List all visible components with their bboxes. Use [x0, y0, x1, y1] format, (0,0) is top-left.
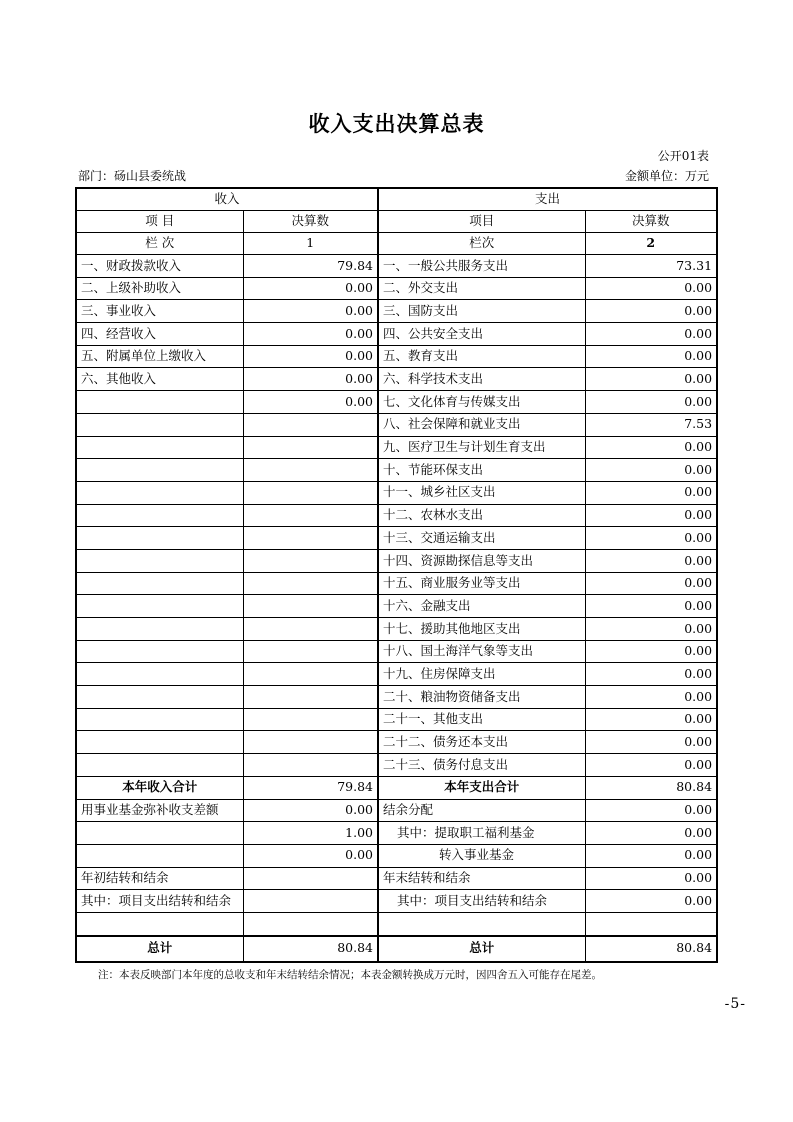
table-row [76, 708, 717, 731]
income-value [243, 549, 378, 572]
expense-item-header: 项目 [378, 211, 585, 233]
expense-value: 0.00 [585, 459, 717, 482]
income-value [243, 912, 378, 935]
table-row [76, 436, 717, 459]
page-number: -5- [724, 996, 746, 1012]
expense-column-index-label: 栏次 [378, 233, 585, 255]
expense-value: 0.00 [585, 867, 717, 890]
expense-value: 0.00 [585, 504, 717, 527]
expense-item: 十五、商业服务业等支出 [378, 572, 585, 595]
footnote: 注：本表反映部门本年度的总收支和年末结转结余情况；本表金额转换成万元时，因四舍五入可能存在尾差。 [98, 969, 602, 981]
income-item: 六、其他收入 [76, 368, 243, 391]
expense-item: 二、外交支出 [378, 277, 585, 300]
income-item [76, 822, 243, 845]
expense-item: 一、一般公共服务支出 [378, 255, 585, 278]
table-row [76, 413, 717, 436]
income-value [243, 640, 378, 663]
expense-value: 0.00 [585, 822, 717, 845]
income-value [243, 663, 378, 686]
table-row [76, 799, 717, 822]
expense-value: 0.00 [585, 436, 717, 459]
table-row [76, 912, 717, 935]
expense-item: 转入事业基金 [378, 844, 585, 867]
expense-value: 0.00 [585, 572, 717, 595]
expense-item: 年末结转和结余 [378, 867, 585, 890]
expense-value: 0.00 [585, 686, 717, 709]
income-grand-total-label: 总计 [76, 936, 243, 962]
expense-value: 0.00 [585, 277, 717, 300]
table-row [76, 844, 717, 867]
income-item [76, 844, 243, 867]
income-item: 其中：项目支出结转和结余 [76, 890, 243, 913]
expense-item: 十一、城乡社区支出 [378, 481, 585, 504]
expense-item: 二十、粮油物资储备支出 [378, 686, 585, 709]
expense-item: 十七、援助其他地区支出 [378, 618, 585, 641]
expense-item: 九、医疗卫生与计划生育支出 [378, 436, 585, 459]
expense-item: 其中：项目支出结转和结余 [378, 890, 585, 913]
income-value [243, 686, 378, 709]
income-value [243, 481, 378, 504]
income-value [243, 436, 378, 459]
table-row [76, 504, 717, 527]
expense-item: 二十三、债务付息支出 [378, 754, 585, 777]
table-row [76, 595, 717, 618]
income-item [76, 481, 243, 504]
income-value [243, 572, 378, 595]
income-item [76, 640, 243, 663]
expense-value: 0.00 [585, 368, 717, 391]
unit-label: 金额单位：万元 [624, 169, 709, 183]
table-row [76, 640, 717, 663]
expense-item: 十二、农林水支出 [378, 504, 585, 527]
income-section-header: 收入 [76, 188, 378, 211]
income-item [76, 436, 243, 459]
table-row [76, 549, 717, 572]
income-expense-table [75, 187, 718, 963]
expense-item: 十三、交通运输支出 [378, 527, 585, 550]
table-row [76, 368, 717, 391]
income-item [76, 754, 243, 777]
income-item [76, 391, 243, 414]
year-total-row [76, 776, 717, 799]
income-item [76, 595, 243, 618]
expense-value: 0.00 [585, 799, 717, 822]
income-value [243, 504, 378, 527]
table-row [76, 754, 717, 777]
income-item: 年初结转和结余 [76, 867, 243, 890]
expense-item: 十八、国土海洋气象等支出 [378, 640, 585, 663]
income-value [243, 754, 378, 777]
income-item [76, 413, 243, 436]
expense-value: 0.00 [585, 708, 717, 731]
table-row [76, 731, 717, 754]
header-row-columns [76, 211, 717, 233]
income-value: 0.00 [243, 799, 378, 822]
income-value: 0.00 [243, 345, 378, 368]
expense-value: 0.00 [585, 754, 717, 777]
grand-total-row [76, 936, 717, 962]
table-row [76, 391, 717, 414]
expense-item: 八、社会保障和就业支出 [378, 413, 585, 436]
table-row [76, 345, 717, 368]
expense-value: 0.00 [585, 731, 717, 754]
expense-item: 结余分配 [378, 799, 585, 822]
table-row [76, 890, 717, 913]
expense-value: 0.00 [585, 663, 717, 686]
table-row [76, 527, 717, 550]
income-value [243, 459, 378, 482]
income-item [76, 912, 243, 935]
expense-value: 0.00 [585, 640, 717, 663]
income-year-total-value: 79.84 [243, 776, 378, 799]
income-item [76, 459, 243, 482]
expense-grand-total-label: 总计 [378, 936, 585, 962]
table-row [76, 323, 717, 346]
income-item [76, 708, 243, 731]
expense-value: 0.00 [585, 844, 717, 867]
expense-item: 五、教育支出 [378, 345, 585, 368]
income-column-index-label: 栏 次 [76, 233, 243, 255]
income-amount-header: 决算数 [243, 211, 378, 233]
expense-grand-total-value: 80.84 [585, 936, 717, 962]
table-row [76, 481, 717, 504]
table-row [76, 686, 717, 709]
income-item [76, 527, 243, 550]
income-item: 一、财政拨款收入 [76, 255, 243, 278]
expense-item: 二十一、其他支出 [378, 708, 585, 731]
expense-value: 0.00 [585, 345, 717, 368]
expense-value: 0.00 [585, 481, 717, 504]
income-item [76, 549, 243, 572]
expense-item: 六、科学技术支出 [378, 368, 585, 391]
income-value: 0.00 [243, 323, 378, 346]
income-value: 0.00 [243, 368, 378, 391]
income-item [76, 618, 243, 641]
income-value: 79.84 [243, 255, 378, 278]
table-row [76, 822, 717, 845]
income-item: 三、事业收入 [76, 300, 243, 323]
income-item [76, 731, 243, 754]
department-label: 部门：砀山县委统战 [78, 169, 187, 183]
table-row [76, 663, 717, 686]
header-row-column-index [76, 233, 717, 255]
expense-section-header: 支出 [378, 188, 717, 211]
expense-year-total-value: 80.84 [585, 776, 717, 799]
table-row [76, 255, 717, 278]
header-row-sections [76, 188, 717, 211]
table-row [76, 277, 717, 300]
income-column-index: 1 [243, 233, 378, 255]
expense-value: 0.00 [585, 890, 717, 913]
income-item [76, 504, 243, 527]
expense-item: 十、节能环保支出 [378, 459, 585, 482]
income-item [76, 663, 243, 686]
income-value [243, 527, 378, 550]
form-number: 公开01表 [657, 149, 709, 163]
income-year-total-label: 本年收入合计 [76, 776, 243, 799]
income-value: 0.00 [243, 300, 378, 323]
expense-value: 0.00 [585, 618, 717, 641]
expense-item: 四、公共安全支出 [378, 323, 585, 346]
income-value [243, 708, 378, 731]
expense-item [378, 912, 585, 935]
table-row [76, 300, 717, 323]
table-row [76, 618, 717, 641]
income-value [243, 890, 378, 913]
expense-value: 0.00 [585, 595, 717, 618]
expense-value: 73.31 [585, 255, 717, 278]
expense-value: 7.53 [585, 413, 717, 436]
expense-year-total-label: 本年支出合计 [378, 776, 585, 799]
income-item [76, 572, 243, 595]
expense-value: 0.00 [585, 527, 717, 550]
income-item: 二、上级补助收入 [76, 277, 243, 300]
income-value: 1.00 [243, 822, 378, 845]
income-value: 0.00 [243, 844, 378, 867]
income-value [243, 731, 378, 754]
expense-amount-header: 决算数 [585, 211, 717, 233]
table-row [76, 572, 717, 595]
expense-value [585, 912, 717, 935]
expense-value: 0.00 [585, 300, 717, 323]
income-value [243, 618, 378, 641]
expense-item: 十六、金融支出 [378, 595, 585, 618]
expense-value: 0.00 [585, 323, 717, 346]
income-value: 0.00 [243, 277, 378, 300]
expense-value: 0.00 [585, 391, 717, 414]
income-value [243, 867, 378, 890]
expense-item: 二十二、债务还本支出 [378, 731, 585, 754]
expense-item: 其中：提取职工福利基金 [378, 822, 585, 845]
expense-item: 三、国防支出 [378, 300, 585, 323]
income-item: 四、经营收入 [76, 323, 243, 346]
expense-item: 十九、住房保障支出 [378, 663, 585, 686]
income-value: 0.00 [243, 391, 378, 414]
income-item: 五、附属单位上缴收入 [76, 345, 243, 368]
expense-column-index: 2 [585, 233, 717, 255]
income-value [243, 595, 378, 618]
expense-item: 十四、资源勘探信息等支出 [378, 549, 585, 572]
income-value [243, 413, 378, 436]
income-item-header: 项 目 [76, 211, 243, 233]
income-item: 用事业基金弥补收支差额 [76, 799, 243, 822]
income-grand-total-value: 80.84 [243, 936, 378, 962]
table-row [76, 867, 717, 890]
expense-value: 0.00 [585, 549, 717, 572]
table-row [76, 459, 717, 482]
page-title: 收入支出决算总表 [308, 112, 485, 136]
income-item [76, 686, 243, 709]
expense-item: 七、文化体育与传媒支出 [378, 391, 585, 414]
